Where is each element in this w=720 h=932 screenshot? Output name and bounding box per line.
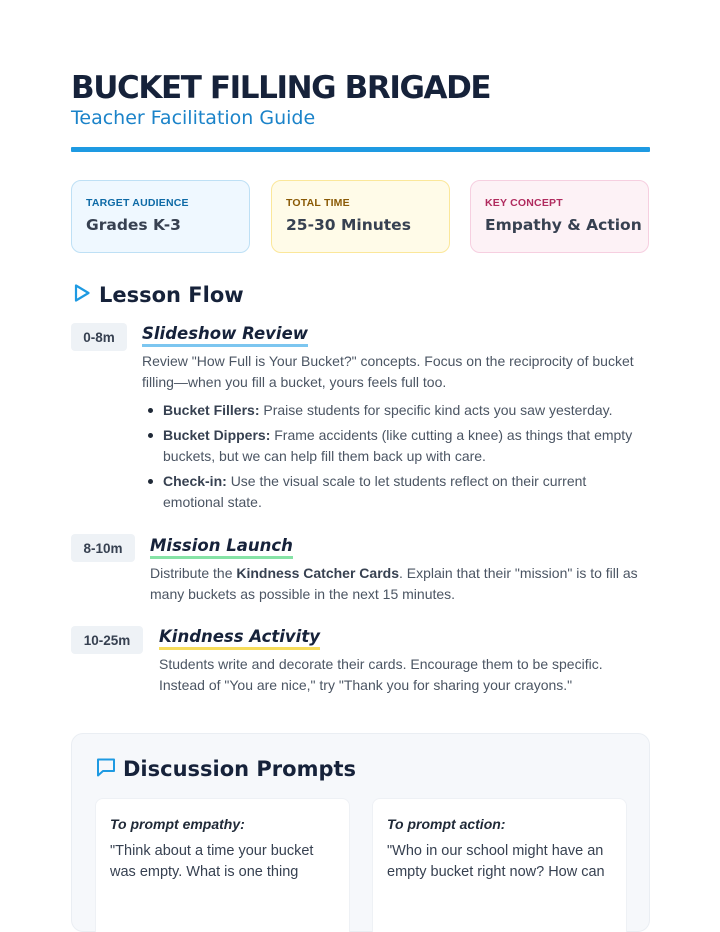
- bullet-text: buckets, but we can help fill them back up with care.: [163, 448, 486, 464]
- prompt-text: [110, 841, 335, 883]
- bullet-text: Use the visual scale to let students reflect on their current: [230, 473, 587, 489]
- step-description: [150, 563, 650, 605]
- step-time-badge: 10-25m: [71, 626, 143, 654]
- prompt-heading: To prompt action:: [387, 816, 506, 832]
- lesson-flow-heading: [73, 280, 244, 310]
- chat-bubble-icon: [95, 756, 117, 783]
- bullet-text: Praise students for specific kind acts you saw yesterday.: [263, 402, 613, 418]
- prompt-line: "Think about a time your bucket: [110, 843, 314, 859]
- info-card-label: KEY CONCEPT: [485, 197, 563, 209]
- info-card-value: Grades K-3: [86, 216, 181, 234]
- discussion-prompts-title: Discussion Prompts: [123, 757, 357, 781]
- desc-line: Students write and decorate their cards. Encourage them to be specific.: [159, 656, 603, 672]
- bullet-text: Frame accidents (like cutting a knee) as things that empty: [274, 427, 633, 443]
- step-time-badge: 0-8m: [71, 323, 127, 351]
- prompt-line: was empty. What is one thing: [110, 864, 299, 880]
- desc-text: . Explain that their "mission" is to fill as: [398, 565, 638, 581]
- desc-line: many buckets as possible in the next 15 minutes.: [150, 586, 456, 602]
- step-title-kindness-activity: Kindness Activity: [159, 627, 320, 650]
- prompt-line: "Who in our school might have an: [387, 843, 604, 859]
- bullet-dot: [148, 433, 153, 438]
- step-description: [142, 351, 650, 393]
- bullet-dot: [148, 408, 153, 413]
- bullet-dot: [148, 479, 153, 484]
- step-title-mission-launch: Mission Launch: [150, 536, 293, 559]
- prompt-text: [387, 841, 612, 883]
- page-title: BUCKET FILLING BRIGADE: [71, 70, 491, 106]
- info-card-target-audience: [71, 180, 250, 253]
- discussion-prompts-heading: [95, 754, 356, 784]
- desc-line: Instead of "You are nice," try "Thank you for sharing your crayons.": [159, 677, 573, 693]
- info-card-value: 25-30 Minutes: [286, 216, 411, 234]
- step-time-badge: 8-10m: [71, 534, 135, 562]
- desc-line: filling—when you fill a bucket, yours feels full too.: [142, 374, 447, 390]
- prompt-card-empathy: [95, 798, 350, 932]
- list-item: [142, 400, 650, 421]
- bullet-label: Bucket Fillers:: [163, 402, 260, 418]
- prompt-line: empty bucket right now? How can: [387, 864, 605, 880]
- info-card-total-time: [271, 180, 450, 253]
- play-icon: [73, 283, 91, 308]
- desc-bold-text: Kindness Catcher Cards: [236, 565, 399, 581]
- info-card-label: TOTAL TIME: [286, 197, 350, 209]
- prompt-card-action: [372, 798, 627, 932]
- lesson-flow-title: Lesson Flow: [99, 283, 244, 307]
- bullet-text: emotional state.: [163, 494, 262, 510]
- bullet-label: Check-in:: [163, 473, 227, 489]
- header-divider: [71, 147, 650, 152]
- info-card-label: TARGET AUDIENCE: [86, 197, 189, 209]
- info-card-value: Empathy & Action: [485, 216, 642, 234]
- bullet-label: Bucket Dippers:: [163, 427, 271, 443]
- step-title-slideshow-review: Slideshow Review: [142, 324, 308, 347]
- list-item: [142, 425, 650, 467]
- info-card-key-concept: [470, 180, 649, 253]
- prompt-heading: To prompt empathy:: [110, 816, 245, 832]
- step-description: [159, 654, 650, 696]
- desc-line: Review "How Full is Your Bucket?" concepts. Focus on the reciprocity of bucket: [142, 353, 634, 369]
- discussion-prompts-panel: [71, 733, 650, 932]
- desc-text: Distribute the: [150, 565, 237, 581]
- list-item: [142, 471, 650, 513]
- page-subtitle: Teacher Facilitation Guide: [71, 107, 316, 129]
